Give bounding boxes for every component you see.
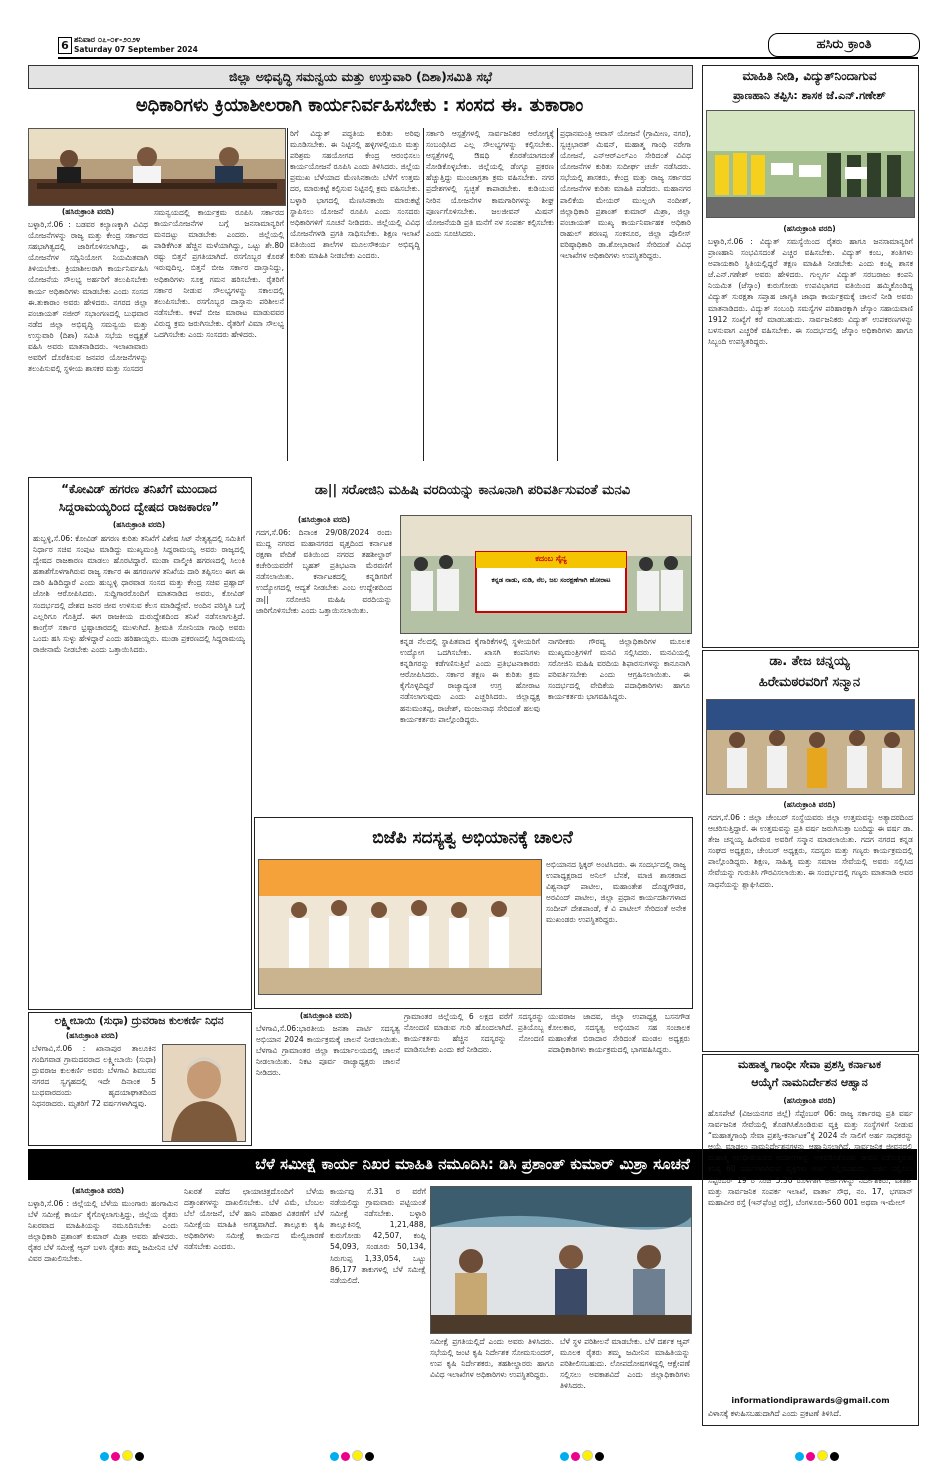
- obituary-portrait: [162, 1044, 246, 1142]
- obituary-headline: ಲಕ್ಷ್ಮೀಬಾಯಿ (ಸುಧಾ) ದ್ರುವರಾಜ ಕುಲಕರ್ಣಿ ನಿಧನ: [54, 1015, 224, 1027]
- black-dot: [365, 1452, 374, 1461]
- story5-photo: [430, 1186, 692, 1334]
- black-dot: [135, 1452, 144, 1461]
- cyan-dot: [330, 1452, 339, 1461]
- side3-credit: (ಹಸಿರುಕ್ರಾಂತಿ ವರದಿ): [783, 1096, 836, 1105]
- story1-credit: (ಹಸಿರುಕ್ರಾಂತಿ ವರದಿ): [61, 207, 115, 216]
- col-rule: [423, 128, 424, 461]
- rally-photo-illustration: [707, 111, 914, 217]
- portrait-illustration: [163, 1045, 245, 1141]
- story5-col2: ನಿಖರತೆ ಪಡೆದ ಛಾಯಾಚಿತ್ರದೊಂದಿಗೆ ಬೆಳೆಯ ದತ್ತಾಂಶಗಳನ್ನು ದಾಖಲಿಸಬೇಕು. ಬೆಳೆ ವಿಮೆ, ಬೆಂಬಲ ಬೆಲೆ ಯೋಜನೆ, ಬೆಳೆ ಹಾನಿ ಪರಿಹಾರ ವಿತರಣೆಗೆ ಬೆಳೆ ಸಮೀಕ್ಷೆಯ ಮಾಹಿತಿ ಅಗತ್ಯವಾಗಿದೆ. ತಾಲ್ಲೂಕು ಕೃಷಿ ಅಧಿಕಾರಿಗಳು ಸಮೀಕ್ಷೆ ಕಾರ್ಯದ ಮೇಲ್ವಿಚಾರಣೆ ನಡೆಸಬೇಕು ಎಂದರು.: [184, 1187, 324, 1252]
- yellow-dot: [122, 1450, 133, 1461]
- story1-photo: [28, 128, 286, 206]
- page-number-box: 6: [58, 37, 72, 54]
- side3-headline-line1: ಮಹಾತ್ಮ ಗಾಂಧೀ ಸೇವಾ ಪ್ರಶಸ್ತಿ ಕರ್ನಾಟಕ: [737, 1058, 882, 1071]
- masthead-date-kannada: ಶನಿವಾರ ೦೭-೦೯-೨೦೨೪: [74, 35, 141, 44]
- story3-banner-logo: ಕದಂಬ ಸೈನ್ಯ: [535, 554, 567, 563]
- story3-col1: ಗದಗ,ಸೆ.06: ದಿನಾಂಕ 29/08/2024 ರಂದು ಮುದ್ದ ನಗರದ ಮಹಾನಗರದ ವೃತ್ತದಿಂದ ಕರ್ನಾಟಕ ರಕ್ಷಣಾ ವೇದಿಕೆ ವತಿಯಿಂದ ನಗರದ ತಹಶೀಲ್ದಾರ್ ಕಚೇರಿಯವರೆಗೆ ಬೃಹತ್ ಪ್ರತಿಭಟನಾ ಮೆರವಣಿಗೆ ನಡೆಸಲಾಯಿತು. ಕರ್ನಾಟಕದಲ್ಲಿ ಕನ್ನಡಿಗರಿಗೆ ಉದ್ಯೋಗದಲ್ಲಿ ಆದ್ಯತೆ ನೀಡಬೇಕು ಎಂಬ ಉದ್ದೇಶದಿಂದ ಡಾ|| ಸರೋಜಿನಿ ಮಹಿಷಿ ವರದಿಯನ್ನು ಜಾರಿಗೊಳಿಸಬೇಕು ಎಂದು ಒತ್ತಾಯಿಸಲಾಯಿತು.: [256, 528, 392, 615]
- story4-col1: ಬೆಳಗಾವಿ,ಸೆ.06:ಭಾರತೀಯ ಜನತಾ ಪಾರ್ಟಿ ಸದಸ್ಯತ್ವ ಅಭಿಯಾನ 2024 ಕಾರ್ಯಕ್ರಮಕ್ಕೆ ಚಾಲನೆ ನೀಡಲಾಯಿತು. ಬೆಳಗಾವಿ ಗ್ರಾಮಾಂತರ ಜಿಲ್ಲಾ ಕಾರ್ಯಾಲಯದಲ್ಲಿ ಚಾಲನೆ ನೀಡಲಾಯಿತು. ನಿಕಟ ಪೂರ್ವ ರಾಜ್ಯಾಧ್ಯಕ್ಷರು ಚಾಲನೆ ನೀಡಿದರು.: [256, 1024, 400, 1078]
- story3-photo: [400, 515, 692, 634]
- side2-credit: (ಹಸಿರುಕ್ರಾಂತಿ ವರದಿ): [783, 800, 836, 809]
- protest-photo-illustration: [401, 516, 691, 633]
- story1-headline: ಅಧಿಕಾರಿಗಳು ಕ್ರಿಯಾಶೀಲರಾಗಿ ಕಾರ್ಯನಿರ್ವಹಿಸಬೇಕು : ಸಂಸದ ಈ. ತುಕಾರಾಂ: [135, 95, 584, 116]
- side1-photo: [706, 110, 915, 218]
- dc-meeting-photo-illustration: [431, 1187, 691, 1333]
- story4-headline: ಬಿಜೆಪಿ ಸದಸ್ಯತ್ವ ಅಭಿಯಾನಕ್ಕೆ ಚಾಲನೆ: [372, 828, 573, 848]
- black-dot: [830, 1452, 839, 1461]
- story4-col2: ಗ್ರಾಮಾಂತರ ಜಿಲ್ಲೆಯಲ್ಲಿ 6 ಲಕ್ಷದ ವರೆಗೆ ಸದಸ್ಯರನ್ನು ನೋಂದಣಿ ಮಾಡುವ ಗುರಿ ಹೊಂದಲಾಗಿದೆ. ಪ್ರತಿಯೊಬ್ಬ ಕಾರ್ಯಕರ್ತರು ಹೆಚ್ಚಿನ ಸದಸ್ಯರನ್ನು ನೋಂದಣಿ ಮಾಡಿಸಬೇಕು ಎಂದು ಕರೆ ನೀಡಿದರು.: [404, 1012, 544, 1055]
- story3-banner-text: ಕನ್ನಡ ನಾಡು, ನುಡಿ, ನೆಲ, ಜಲ ಸಂರಕ್ಷಣೆಗಾಗಿ ಹೋರಾಟ: [491, 576, 611, 584]
- magenta-dot: [111, 1452, 120, 1461]
- side1-headline-line1: ಮಾಹಿತಿ ನೀಡಿ, ವಿದ್ಯುತ್‌ನಿಂದಾಗುವ: [742, 69, 877, 83]
- story1-kicker: ಜಿಲ್ಲಾ ಅಭಿವೃದ್ಧಿ ಸಮನ್ವಯ ಮತ್ತು ಉಸ್ತುವಾರಿ (ದಿಶಾ)ಸಮಿತಿ ಸಭೆ: [28, 65, 693, 89]
- story3-col2: ಕನ್ನಡ ನೆಲದಲ್ಲಿ ಸ್ಥಾಪಿತವಾದ ಕೈಗಾರಿಕೆಗಳಲ್ಲಿ ಸ್ಥಳೀಯರಿಗೆ ಉದ್ಯೋಗ ಒದಗಿಸಬೇಕು. ಖಾಸಗಿ ಕಂಪನಿಗಳು ಕನ್ನಡಿಗರನ್ನು ಕಡೆಗಣಿಸುತ್ತಿವೆ ಎಂದು ಪ್ರತಿಭಟನಾಕಾರರು ಆರೋಪಿಸಿದರು. ಸರ್ಕಾರ ತಕ್ಷಣ ಈ ಕುರಿತು ಕ್ರಮ ಕೈಗೊಳ್ಳದಿದ್ದರೆ ರಾಜ್ಯಾದ್ಯಂತ ಉಗ್ರ ಹೋರಾಟ ನಡೆಸಲಾಗುವುದು ಎಂದು ಎಚ್ಚರಿಸಿದರು. ಜಿಲ್ಲಾಧ್ಯಕ್ಷ ಹನುಮಂತಪ್ಪ, ರಾಜೇಶ್, ಮಂಜುನಾಥ ಸೇರಿದಂತೆ ಹಲವು ಕಾರ್ಯಕರ್ತರು ಪಾಲ್ಗೊಂಡಿದ್ದರು.: [400, 637, 540, 724]
- magenta-dot: [341, 1452, 350, 1461]
- story4-photo: [258, 859, 542, 995]
- registration-marks-right: [795, 1446, 841, 1465]
- black-dot: [595, 1452, 604, 1461]
- story2-body: ಹುಬ್ಬಳ್ಳಿ,ಸೆ.06: ಕೋವಿಡ್ ಹಗರಣ ಕುರಿತು ತನಿಖೆಗೆ ವಿಶೇಷ ಸಿಟ್ ನೇತೃತ್ವದಲ್ಲಿ ಸಮಿತಿಗೆ ನಿರ್ಧಾರ ಸಚಿವ ಸಂಪುಟ ಮಾಡಿದ್ದು ಮುಖ್ಯಮಂತ್ರಿ ಸಿದ್ದರಾಮಯ್ಯ ಅವರು ರಾಜ್ಯದಲ್ಲಿ ದ್ವೇಷದ ರಾಜಕಾರಣ ಮಾಡಲು ಹೊರಟಿದ್ದಾರೆ. ಮುಡಾ ವಾಲ್ಮೀಕಿ ಹಗರಣದಲ್ಲಿ ಸಿಲುಕಿ ಹತಾಶೆಗೊಳಗಾಗಿರುವ ರಾಜ್ಯ ಸರ್ಕಾರ ಈ ಹಗರಣಗಳ ತನಿಖೆಯ ದಾರಿ ತಪ್ಪಿಸಲು ಈಗ ಈ ದಾರಿ ಹಿಡಿದಿದ್ದಾರೆ ಎಂದು ಹುಬ್ಬಳ್ಳಿ ಧಾರವಾಡ ಸಂಸದ ಮತ್ತು ಕೇಂದ್ರ ಸಚಿವ ಪ್ರಹ್ಲಾದ್ ಜೋಶಿ ಆರೋಪಿಸಿದರು. ಸುದ್ದಿಗಾರರೊಂದಿಗೆ ಮಾತನಾಡಿದ ಅವರು, ಕೋವಿಡ್ ಸಂದರ್ಭದಲ್ಲಿ ದೇಶದ ಜನರ ಜೀವ ಉಳಿಸುವ ಕೆಲಸ ಮಾಡಿದ್ದೇವೆ. ಅಂದಿನ ಪರಿಸ್ಥಿತಿ ಬಗ್ಗೆ ಎಲ್ಲರಿಗೂ ಗೊತ್ತಿದೆ. ಈಗ ರಾಜಕೀಯ ದುರುದ್ದೇಶದಿಂದ ತನಿಖೆ ನಡೆಸಲಾಗುತ್ತಿದೆ. ಕಾಂಗ್ರೆಸ್ ಸರ್ಕಾರ ಭ್ರಷ್ಟಾಚಾರದಲ್ಲಿ ಮುಳುಗಿದೆ. ಶ್ರೀಮತಿ ಸೋನಿಯಾ ಗಾಂಧಿ ಅವರು ಒಂದು ಹಸಿ ಸುಳ್ಳು ಹೇಳಿದ್ದಾರೆ ಎಂದು ಹರಿಹಾಯ್ದರು. ಮುಡಾ ಪ್ರಕರಣದಲ್ಲಿ ಸಿದ್ದರಾಮಯ್ಯ ರಾಜೀನಾಮೆ ನೀಡಬೇಕು ಎಂದು ಒತ್ತಾಯಿಸಿದರು.: [33, 534, 245, 654]
- story5-credit: (ಹಸಿರುಕ್ರಾಂತಿ ವರದಿ): [71, 1186, 125, 1195]
- yellow-dot: [582, 1450, 593, 1461]
- side1-credit: (ಹಸಿರುಕ್ರಾಂತಿ ವರದಿ): [783, 224, 836, 233]
- masthead-rule: [58, 57, 918, 59]
- story5-col3: ಕಾರ್ಯವು ಸೆ.31 ರ ವರೆಗೆ ನಡೆಯಲಿದ್ದು ಗ್ರಾಮವಾರು ಪಟ್ಟಿಯಂತೆ ಸಮೀಕ್ಷೆ ನಡೆಸಬೇಕು. ಬಳ್ಳಾರಿ ತಾಲ್ಲೂಕಿನಲ್ಲಿ 1,21,488, ಕುರುಗೋಡು 42,507, ಕಂಪ್ಲಿ 54,093, ಸಂಡೂರು 50,134, ಸಿರುಗುಪ್ಪ 1,33,054, ಒಟ್ಟು 86,177 ತಾಕುಗಳಲ್ಲಿ ಬೆಳೆ ಸಮೀಕ್ಷೆ ನಡೆಯಲಿದೆ.: [330, 1187, 426, 1285]
- magenta-dot: [806, 1452, 815, 1461]
- side2-headline-line1: ಡಾ. ತೇಜ ಚನ್ನಯ್ಯ: [769, 654, 850, 669]
- obituary-credit: (ಹಸಿರುಕ್ರಾಂತಿ ವರದಿ): [65, 1031, 119, 1040]
- registration-marks-mid-right: [560, 1446, 606, 1465]
- yellow-dot: [817, 1450, 828, 1461]
- felicitation-photo-illustration: [707, 700, 914, 794]
- yellow-dot: [352, 1450, 363, 1461]
- story2-headline-line2: ಸಿದ್ದರಾಮಯ್ಯರಿಂದ ದ್ವೇಷದ ರಾಜಕಾರಣ”: [58, 500, 220, 514]
- side3-headline-line2: ಆಯ್ಕೆಗೆ ನಾಮನಿರ್ದೇಶನ ಆಹ್ವಾನ: [751, 1076, 868, 1089]
- magenta-dot: [571, 1452, 580, 1461]
- story5-headline: ಬೆಳೆ ಸಮೀಕ್ಷೆ ಕಾರ್ಯ ನಿಖರ ಮಾಹಿತಿ ನಮೂದಿಸಿ: ಡಿಸಿ ಪ್ರಶಾಂತ್ ಕುಮಾರ್ ಮಿಶ್ರಾ ಸೂಚನೆ: [255, 1155, 690, 1173]
- col-rule: [557, 128, 558, 461]
- story3-credit: (ಹಸಿರುಕ್ರಾಂತಿ ವರದಿ): [297, 515, 351, 524]
- masthead-date-english: Saturday 07 September 2024: [74, 45, 198, 54]
- story5-col4: ಸಮೀಕ್ಷೆ ಪ್ರಗತಿಯಲ್ಲಿದೆ ಎಂದು ಅವರು ತಿಳಿಸಿದರು. ಸಭೆಯಲ್ಲಿ ಜಂಟಿ ಕೃಷಿ ನಿರ್ದೇಶಕ ಸೋಮಸುಂದರ್, ಉಪ ಕೃಷಿ ನಿರ್ದೇಶಕರು, ತಹಶೀಲ್ದಾರರು ಹಾಗೂ ವಿವಿಧ ಇಲಾಖೆಗಳ ಅಧಿಕಾರಿಗಳು ಉಪಸ್ಥಿತರಿದ್ದರು.: [430, 1337, 554, 1380]
- story5-col1: ಬಳ್ಳಾರಿ,ಸೆ.06 : ಜಿಲ್ಲೆಯಲ್ಲಿ ಬೆಳೆಯ ಮುಂಗಾರು ಹಂಗಾಮಿನ ಬೆಳೆ ಸಮೀಕ್ಷೆ ಕಾರ್ಯ ಕೈಗೊಳ್ಳಲಾಗುತ್ತಿದ್ದು, ಜಿಲ್ಲೆಯ ರೈತರು ನಿಖರವಾದ ಮಾಹಿತಿಯನ್ನು ನಮೂದಿಸಬೇಕು ಎಂದು ಜಿಲ್ಲಾಧಿಕಾರಿ ಪ್ರಶಾಂತ್ ಕುಮಾರ್ ಮಿಶ್ರಾ ಅವರು ಹೇಳಿದರು. ರೈತರ ಬೆಳೆ ಸಮೀಕ್ಷೆ ಆ್ಯಪ್ ಬಳಸಿ ರೈತರು ತಮ್ಮ ಜಮೀನಿನ ಬೆಳೆ ವಿವರ ದಾಖಲಿಸಬೇಕು.: [28, 1199, 178, 1264]
- story3-col3: ನಾಗರೀಕರು ಗೌರವ್ಯ ಜಿಲ್ಲಾಧಿಕಾರಿಗಳ ಮೂಲಕ ಮುಖ್ಯಮಂತ್ರಿಗಳಿಗೆ ಮನವಿ ಸಲ್ಲಿಸಿದರು. ಮನವಿಯಲ್ಲಿ ಸರೋಜಿನಿ ಮಹಿಷಿ ವರದಿಯ ಶಿಫಾರಸುಗಳನ್ನು ಕಾನೂನಾಗಿ ಪರಿವರ್ತಿಸಬೇಕು ಎಂದು ಆಗ್ರಹಿಸಲಾಯಿತು. ಈ ಸಂದರ್ಭದಲ್ಲಿ ವೇದಿಕೆಯ ಪದಾಧಿಕಾರಿಗಳು ಹಾಗೂ ಕಾರ್ಯಕರ್ತರು ಭಾಗವಹಿಸಿದ್ದರು.: [548, 637, 690, 702]
- story1-col2: ಸಮನ್ವಯದಲ್ಲಿ ಕಾರ್ಯಕ್ರಮ ರೂಪಿಸಿ ಸರ್ಕಾರದ ಕಾರ್ಯಯೋಜನೆಗಳ ಬಗ್ಗೆ ಜನಸಾಮಾನ್ಯರಿಗೆ ಮನದಟ್ಟು ಮಾಡಬೇಕು ಎಂದರು. ಜಿಲ್ಲೆಯಲ್ಲಿ ಪಾಡಿಕೆಗಿಂತ ಹೆಚ್ಚಿನ ಮಳೆಯಾಗಿದ್ದು, ಒಟ್ಟು ಶೇ.80 ರಷ್ಟು ಬಿತ್ತನೆ ಪ್ರಗತಿಯಾಗಿದೆ. ರಸಗೊಬ್ಬರ ಕೊರತೆ ಇರುವುದಿಲ್ಲ. ಬಿತ್ತನೆ ಬೀಜ ಸರ್ಕಾರ ದಾಸ್ತಾನಿದ್ದು, ಅಧಿಕಾರಿಗಳು ಸೂಕ್ತ ಗಮನ ಹರಿಸಬೇಕು. ರೈತರಿಗೆ ಸರ್ಕಾರ ನೀಡುವ ಸೌಲಭ್ಯಗಳನ್ನು ಸಕಾಲದಲ್ಲಿ ತಲುಪಿಸಬೇಕು. ರಸಗೊಬ್ಬರ ದಾಸ್ತಾನು ಪರಿಶೀಲನೆ ನಡೆಸಬೇಕು. ಕಳಪೆ ಬೀಜ ಮಾರಾಟ ಮಾಡುವವರ ವಿರುದ್ಧ ಕ್ರಮ ಜರುಗಿಸಬೇಕು. ರೈತರಿಗೆ ವಿಮಾ ಸೌಲಭ್ಯ ಒದಗಿಸಬೇಕು ಎಂದು ಸಂಸದರು ಹೇಳಿದರು.: [154, 208, 284, 340]
- story1-col5: ಪ್ರಧಾನಮಂತ್ರಿ ಆವಾಸ್ ಯೋಜನೆ (ಗ್ರಾಮೀಣ, ನಗರ), ಸ್ವಚ್ಛಭಾರತ್ ಮಿಷನ್, ಮಹಾತ್ಮ ಗಾಂಧಿ ನರೇಗಾ ಯೋಜನೆ, ಎನ್‌ಆರ್‌ಎಲ್‌ಎಂ ಸೇರಿದಂತೆ ವಿವಿಧ ಯೋಜನೆಗಳ ಕುರಿತು ಸುದೀರ್ಘ ಚರ್ಚೆ ನಡೆಸಿದರು. ಸಭೆಯಲ್ಲಿ ಶಾಸಕರು, ಕೇಂದ್ರ ಮತ್ತು ರಾಜ್ಯ ಸರ್ಕಾರದ ಯೋಜನೆಗಳ ಕುರಿತು ಮಾಹಿತಿ ಪಡೆದರು. ಮಹಾನಗರ ಪಾಲಿಕೆಯ ಮೇಯರ್ ಮುಲ್ಲಂಗಿ ನಂದೀಶ್, ಜಿಲ್ಲಾಧಿಕಾರಿ ಪ್ರಶಾಂತ್ ಕುಮಾರ್ ಮಿಶ್ರಾ, ಜಿಲ್ಲಾ ಪಂಚಾಯತ್ ಮುಖ್ಯ ಕಾರ್ಯನಿರ್ವಾಹಕ ಅಧಿಕಾರಿ ರಾಹುಲ್ ಶರಣಪ್ಪ ಸಂಕನೂರ, ಜಿಲ್ಲಾ ಪೊಲೀಸ್ ವರಿಷ್ಠಾಧಿಕಾರಿ ಡಾ.ಶೋಭಾರಾಣಿ ಸೇರಿದಂತೆ ವಿವಿಧ ಇಲಾಖೆಗಳ ಅಧಿಕಾರಿಗಳು ಉಪಸ್ಥಿತರಿದ್ದರು.: [560, 129, 691, 261]
- bjp-event-photo-illustration: [259, 860, 541, 994]
- cyan-dot: [560, 1452, 569, 1461]
- story2-credit: (ಹಸಿರುಕ್ರಾಂತಿ ವರದಿ): [112, 520, 166, 529]
- story1-col4: ಸರ್ಕಾರಿ ಆಸ್ಪತ್ರೆಗಳಲ್ಲಿ ಸಾರ್ವಜನಿಕರ ಆರೋಗ್ಯಕ್ಕೆ ಸಂಬಂಧಿಸಿದ ಎಲ್ಲ ಸೌಲಭ್ಯಗಳನ್ನು ಕಲ್ಪಿಸಬೇಕು. ಆಸ್ಪತ್ರೆಗಳಲ್ಲಿ ಔಷಧಿ ಕೊರತೆಯಾಗದಂತೆ ನೋಡಿಕೊಳ್ಳಬೇಕು. ಜಿಲ್ಲೆಯಲ್ಲಿ ಡೆಂಗ್ಯೂ ಪ್ರಕರಣ ಹೆಚ್ಚುತ್ತಿದ್ದು ಮುಂಜಾಗ್ರತಾ ಕ್ರಮ ವಹಿಸಬೇಕು. ನಗರ ಪ್ರದೇಶಗಳಲ್ಲಿ ಸ್ವಚ್ಛತೆ ಕಾಪಾಡಬೇಕು. ಕುಡಿಯುವ ನೀರಿನ ಯೋಜನೆಗಳ ಕಾಮಗಾರಿಗಳನ್ನು ಶೀಘ್ರ ಪೂರ್ಣಗೊಳಿಸಬೇಕು. ಜಲಜೀವನ್ ಮಿಷನ್ ಯೋಜನೆಯಡಿ ಪ್ರತಿ ಮನೆಗೆ ನಳ ಸಂಪರ್ಕ ಕಲ್ಪಿಸಬೇಕು ಎಂದು ಸೂಚಿಸಿದರು.: [426, 129, 554, 238]
- registration-marks-left: [100, 1446, 146, 1465]
- cyan-dot: [795, 1452, 804, 1461]
- story4-body-right: ಅಭಿಯಾನದ ಸ್ಟಿಕ್ಕರ್ ಅಂಟಿಸಿದರು. ಈ ಸಂದರ್ಭದಲ್ಲಿ ರಾಜ್ಯ ಉಪಾಧ್ಯಕ್ಷರಾದ ಅನಿಲ್ ಬೆನಕೆ, ಮಾಜಿ ಶಾಸಕರಾದ ವಿಶ್ವನಾಥ್ ಪಾಟೀಲ, ಮಹಾಂತೇಶ ದೊಡ್ಡಗೌಡರ, ಅರವಿಂದ್ ಪಾಟೀಲ, ಜಿಲ್ಲಾ ಪ್ರಧಾನ ಕಾರ್ಯದರ್ಶಿಗಳಾದ ಸಂದೀಪ್ ದೇಶಪಾಂಡೆ, ಕೆ ವಿ ಪಾಟೀಲ್ ಸೇರಿದಂತೆ ಅನೇಕ ಮುಖಂಡರು ಉಪಸ್ಥಿತರಿದ್ದರು.: [546, 860, 686, 925]
- side1-headline-line2: ಪ್ರಾಣಹಾನಿ ತಪ್ಪಿಸಿ: ಶಾಸಕ ಜೆ.ಎನ್.ಗಣೇಶ್: [733, 89, 886, 102]
- side3-closing: ವಿಳಾಸಕ್ಕೆ ಕಳುಹಿಸಬಹುದಾಗಿದೆ ಎಂದು ಪ್ರಕಟಣೆ ತಿಳಿಸಿದೆ.: [708, 1409, 842, 1418]
- story4-col3: ಯುವರಾಜ ಜಾದವ, ಜಿಲ್ಲಾ ಉಪಾಧ್ಯಕ್ಷ ಬಸನಗೌಡ ಕೋಲಕಾರ, ಸದಸ್ಯತ್ವ ಅಭಿಯಾನ ಸಹ ಸಂಚಾಲಕ ಮಹಾಂತೇಶ ಬಿರಾದಾರ ಸೇರಿದಂತೆ ಮಂಡಲ ಅಧ್ಯಕ್ಷರು ಪದಾಧಿಕಾರಿಗಳು ಕಾರ್ಯಕ್ರಮದಲ್ಲಿ ಭಾಗವಹಿಸಿದ್ದರು.: [548, 1012, 690, 1055]
- story1-col1: ಬಳ್ಳಾರಿ,ಸೆ.06 : ಬಡವರ ಕಲ್ಯಾಣಕ್ಕಾಗಿ ವಿವಿಧ ಯೋಜನೆಗಳನ್ನು ರಾಜ್ಯ ಮತ್ತು ಕೇಂದ್ರ ಸರ್ಕಾರದ ಸಹಭಾಗಿತ್ವದಲ್ಲಿ ಜಾರಿಗೊಳಿಸಲಾಗಿದ್ದು, ಈ ಯೋಜನೆಗಳ ಸದ್ವಿನಿಯೋಗ ನಿಯಮಿತವಾಗಿ ತಿಳಿಯಬೇಕು. ಕ್ರಿಯಾಶೀಲರಾಗಿ ಕಾರ್ಯನಿರ್ವಹಿಸಿ ಯೋಜನೆಯ ಸೌಲಭ್ಯ ಅರ್ಹರಿಗೆ ತಲುಪಿಸಬೇಕು ಕಾರ್ಯ ಅಧಿಕಾರಿಗಳು ಮಾಡಬೇಕು ಎಂದು ಸಂಸದ ಈ.ತುಕಾರಾಂ ಅವರು ಹೇಳಿದರು. ನಗರದ ಜಿಲ್ಲಾ ಪಂಚಾಯತ್ ನಜೀರ್ ಸಭಾಂಗಣದಲ್ಲಿ ಬುಧವಾರ ನಡೆದ ಜಿಲ್ಲಾ ಅಭಿವೃದ್ಧಿ ಸಮನ್ವಯ ಮತ್ತು ಉಸ್ತುವಾರಿ (ದಿಶಾ) ಸಮಿತಿ ಸಭೆಯ ಅಧ್ಯಕ್ಷತೆ ವಹಿಸಿ ಅವರು ಮಾತನಾಡಿದರು. ಇಲಾಖಾವಾರು ಅವರಿಗೆ ದೊರೆಕಿಸುವ ಜನಪರ ಯೋಜನೆಗಳನ್ನು ತಲುಪಿಸುವಲ್ಲಿ ಸ್ಥಳೀಯ ಶಾಸಕರ ಮತ್ತು ಸಂಸದರ: [28, 220, 148, 374]
- side3-body: ಹೊಸಪೇಟೆ (ವಿಜಯನಗರ ಜಿಲ್ಲೆ) ಸೆಪ್ಟೆಂಬರ್ 06: ರಾಜ್ಯ ಸರ್ಕಾರವು ಪ್ರತಿ ವರ್ಷ ಸಾರ್ವಜನಿಕ ಸೇವೆಯಲ್ಲಿ ತೊಡಗಿಸಿಕೊಂಡಿರುವ ವ್ಯಕ್ತಿ ಮತ್ತು ಸಂಸ್ಥೆಗಳಿಗೆ ನೀಡುವ “ಮಹಾತ್ಮಗಾಂಧಿ ಸೇವಾ ಪ್ರಶಸ್ತಿ-ಕರ್ನಾಟಕ”ಕ್ಕೆ 2024 ನೇ ಸಾಲಿಗೆ ಅರ್ಹ ಸಾಧಕರನ್ನು ಆಯ್ಕೆ ಮಾಡಲು ನಾಮನಿರ್ದೇಶನಗಳನ್ನು ಆಹ್ವಾನಿಸಲಾಗಿದೆ. ಸಾರ್ವಜನಿಕ ಜೀವನದಲ್ಲಿ ಮಹಾತ್ಮ ಗಾಂಧೀಜಿಯವರ ಆದರ್ಶಗಳನ್ನು ಅಳವಡಿಸಿಕೊಂಡು ಜೀವನ ನಡೆಸುತ್ತಿರುವ ಕನಿಷ್ಠ 60 ವರ್ಷಗಳಾಗಿರುವ ವ್ಯಕ್ತಿಗಳು ಅರ್ಜಿ ಸಲ್ಲಿಸಬಹುದು. ಅರ್ಜಿ ಸಲ್ಲಿಸಲು ಸೆಪ್ಟೆಂಬರ್ 19 ರ ಸಂಜೆ 5.30 ರೊಳಗಾಗಿ ಅರ್ಜಿಗಳನ್ನು ನಿರ್ದೇಶಕರು, ವಾರ್ತಾ ಮತ್ತು ಸಾರ್ವಜನಿಕ ಸಂಪರ್ಕ ಇಲಾಖೆ, ವಾರ್ತಾ ಸೌಧ, ನಂ. 17, ಭಗವಾನ್ ಮಹಾವೀರ ರಸ್ತೆ (ಇನ್‌ಫೆಂಟ್ರಿ ರಸ್ತೆ), ಬೆಂಗಳೂರು-560 001 ಅಥವಾ ಇ-ಮೇಲ್: [708, 1109, 913, 1207]
- story4-credit: (ಹಸಿರುಕ್ರಾಂತಿ ವರದಿ): [299, 1011, 353, 1020]
- col-rule: [287, 128, 288, 461]
- story1-col3: ರಿಗೆ ವಿದ್ಯುತ್ ಪದ್ಧತಿಯ ಕುರಿತು ಅರಿವು ಮೂಡಿಸಬೇಕು. ಈ ನಿಟ್ಟಿನಲ್ಲಿ ಹಳ್ಳಿಗಳಲ್ಲಿಯೂ ಮತ್ತು ಪರಿಶ್ರಮ ಸಹಯೋಗದ ಕೇಂದ್ರ ಆರಂಭಿಸಲು ಕಾರ್ಯಯೋಜನೆ ರೂಪಿಸಿ ಎಂದು ತಿಳಿಸಿದರು. ಜಿಲ್ಲೆಯ ಪ್ರಮುಖ ಬೆಳೆಯಾದ ಮೆಣಸಿನಕಾಯಿ ಬೆಳೆಗೆ ಉತ್ತಮ ದರ, ಮಾರುಕಟ್ಟೆ ಕಲ್ಪಿಸುವ ನಿಟ್ಟಿನಲ್ಲಿ ಕ್ರಮ ವಹಿಸಬೇಕು. ಬಳ್ಳಾರಿ ಭಾಗದಲ್ಲಿ ಮೆಣಸಿನಕಾಯಿ ಮಾರುಕಟ್ಟೆ ಸ್ಥಾಪಿಸಲು ಯೋಜನೆ ರೂಪಿಸಿ ಎಂದು ಸಂಸದರು ಅಧಿಕಾರಿಗಳಿಗೆ ಸೂಚನೆ ನೀಡಿದರು. ಜಿಲ್ಲೆಯಲ್ಲಿ ವಿವಿಧ ಯೋಜನೆಗಳಡಿ ಪ್ರಗತಿ ಸಾಧಿಸಬೇಕು. ಶಿಕ್ಷಣ ಇಲಾಖೆ ವತಿಯಿಂದ ಶಾಲೆಗಳ ಮೂಲಸೌಕರ್ಯ ಅಭಿವೃದ್ಧಿ ಕುರಿತು ಮಾಹಿತಿ ನೀಡಬೇಕು ಎಂದರು.: [290, 129, 420, 261]
- story2-headline-line1: “ಕೋವಿಡ್ ಹಗರಣ ತನಿಖೆಗೆ ಮುಂದಾದ: [61, 482, 217, 496]
- registration-marks-mid-left: [330, 1446, 376, 1465]
- meeting-photo-illustration: [29, 129, 285, 205]
- paper-name: ಹಸಿರು ಕ್ರಾಂತಿ: [768, 33, 920, 57]
- side3-email: informationdiprawards@gmail.com: [731, 1396, 890, 1405]
- side2-photo: [706, 699, 915, 795]
- story5-col5: ಬೆಳೆ ಸ್ಥಳ ಪರಿಶೀಲನೆ ಮಾಡಬೇಕು. ಬೆಳೆ ದರ್ಶಕ ಆ್ಯಪ್ ಮೂಲಕ ರೈತರು ತಮ್ಮ ಜಮೀನಿನ ಮಾಹಿತಿಯನ್ನು ಪರಿಶೀಲಿಸಬಹುದು. ಲೋಪದೋಷಗಳಿದ್ದಲ್ಲಿ ಆಕ್ಷೇಪಣೆ ಸಲ್ಲಿಸಲು ಅವಕಾಶವಿದೆ ಎಂದು ಜಿಲ್ಲಾಧಿಕಾರಿಗಳು ತಿಳಿಸಿದರು.: [560, 1337, 690, 1391]
- obituary-body: ಬೆಳಗಾವಿ,ಸೆ.06 : ಖಾನಾಪುರ ತಾಲೂಕಿನ ಗಂದಿಗವಾಡ ಗ್ರಾಮದವರಾದ ಲಕ್ಷ್ಮೀಬಾಯಿ (ಸುಧಾ) ದ್ರುವರಾಜ ಕುಲಕರ್ಣಿ ಅವರು ಬೆಳಗಾವಿ ಶಿವಬಸವ ನಗರದ ಸ್ವಗೃಹದಲ್ಲಿ ಇದೇ ದಿನಾಂಕ 5 ಬುಧವಾರದಂದು ಹೃದಯಾಘಾತದಿಂದ ನಿಧನರಾದರು. ಮೃತರಿಗೆ 72 ವರ್ಷಗಳಾಗಿದ್ದವು.: [32, 1044, 156, 1109]
- side2-body: ಗದಗ,ಸೆ.06 : ಜಿಲ್ಲಾ ಚೇಂಬರ್ ಸಂಸ್ಥೆಯವರು ಜಿಲ್ಲಾ ಉತ್ತಮವನ್ನು ಅತ್ಯಾದರದಿಂದ ಆಚರಿಸುತ್ತಿದ್ದಾರೆ. ಈ ಉತ್ತಮವನ್ನು ಪ್ರತಿ ವರ್ಷ ಜರುಗಿಸುತ್ತಾ ಬಂದಿದ್ದು ಈ ವರ್ಷ ಡಾ. ತೇಜ ಚನ್ನಯ್ಯ ಹಿರೇಮಠ ಅವರಿಗೆ ಸನ್ಮಾನ ಮಾಡಲಾಯಿತು. ಗದಗ ನಗರದ ಕನ್ನಡ ಸಂಘದ ಅಧ್ಯಕ್ಷರು, ಚೇಂಬರ್ ಅಧ್ಯಕ್ಷರು, ಸದಸ್ಯರು ಮತ್ತು ಗಣ್ಯರು ಕಾರ್ಯಕ್ರಮದಲ್ಲಿ ಪಾಲ್ಗೊಂಡಿದ್ದರು. ಶಿಕ್ಷಣ, ಸಾಹಿತ್ಯ ಮತ್ತು ಸಮಾಜ ಸೇವೆಯಲ್ಲಿ ಅವರು ಸಲ್ಲಿಸಿದ ಸೇವೆಯನ್ನು ಗುರುತಿಸಿ ಗೌರವಿಸಲಾಯಿತು. ಈ ಸಂದರ್ಭದಲ್ಲಿ ಗಣ್ಯರು ಮಾತನಾಡಿ ಅವರ ಸಾಧನೆಯನ್ನು ಶ್ಲಾಘಿಸಿದರು.: [708, 813, 913, 889]
- side1-body: ಬಳ್ಳಾರಿ,ಸೆ.06 : ವಿದ್ಯುತ್ ಸಮಸ್ಯೆಯಿಂದ ರೈತರು ಹಾಗೂ ಜನಸಾಮಾನ್ಯರಿಗೆ ಪ್ರಾಣಹಾನಿ ಸಂಭವಿಸದಂತೆ ಎಚ್ಚರ ವಹಿಸಬೇಕು. ವಿದ್ಯುತ್ ಕಂಬ, ತಂತಿಗಳು ಅಪಾಯಕಾರಿ ಸ್ಥಿತಿಯಲ್ಲಿದ್ದರೆ ತಕ್ಷಣ ಮಾಹಿತಿ ನೀಡಬೇಕು ಎಂದು ಕಂಪ್ಲಿ ಶಾಸಕ ಜೆ.ಎನ್.ಗಣೇಶ್ ಅವರು ಹೇಳಿದರು. ಗುಲ್ಬರ್ಗ ವಿದ್ಯುತ್ ಸರಬರಾಜು ಕಂಪನಿ ನಿಯಮಿತ (ಜೆಸ್ಕಾಂ) ಕುರುಗೋಡು ಉಪವಿಭಾಗದ ವತಿಯಿಂದ ಹಮ್ಮಿಕೊಂಡಿದ್ದ ವಿದ್ಯುತ್ ಸುರಕ್ಷತಾ ಸಪ್ತಾಹ ಜಾಗೃತಿ ಜಾಥಾ ಕಾರ್ಯಕ್ರಮಕ್ಕೆ ಚಾಲನೆ ನೀಡಿ ಅವರು ಮಾತನಾಡಿದರು. ವಿದ್ಯುತ್ ಸಂಬಂಧಿ ಸಮಸ್ಯೆಗಳ ಪರಿಹಾರಕ್ಕಾಗಿ ಜೆಸ್ಕಾಂ ಸಹಾಯವಾಣಿ 1912 ಸಂಖ್ಯೆಗೆ ಕರೆ ಮಾಡಬಹುದು. ಸಾರ್ವಜನಿಕರು ವಿದ್ಯುತ್ ಉಪಕರಣಗಳನ್ನು ಬಳಸುವಾಗ ಎಚ್ಚರಿಕೆ ವಹಿಸಬೇಕು. ಈ ಸಂದರ್ಭದಲ್ಲಿ ಜೆಸ್ಕಾಂ ಅಧಿಕಾರಿಗಳು ಹಾಗೂ ಸಿಬ್ಬಂದಿ ಉಪಸ್ಥಿತರಿದ್ದರು.: [708, 237, 913, 346]
- cyan-dot: [100, 1452, 109, 1461]
- story3-headline: ಡಾ|| ಸರೋಜಿನಿ ಮಹಿಷಿ ವರದಿಯನ್ನು ಕಾನೂನಾಗಿ ಪರಿವರ್ತಿಸುವಂತೆ ಮನವಿ: [314, 483, 631, 498]
- side2-headline-line2: ಹಿರೇಮಠರವರಿಗೆ ಸನ್ಮಾನ: [758, 675, 861, 690]
